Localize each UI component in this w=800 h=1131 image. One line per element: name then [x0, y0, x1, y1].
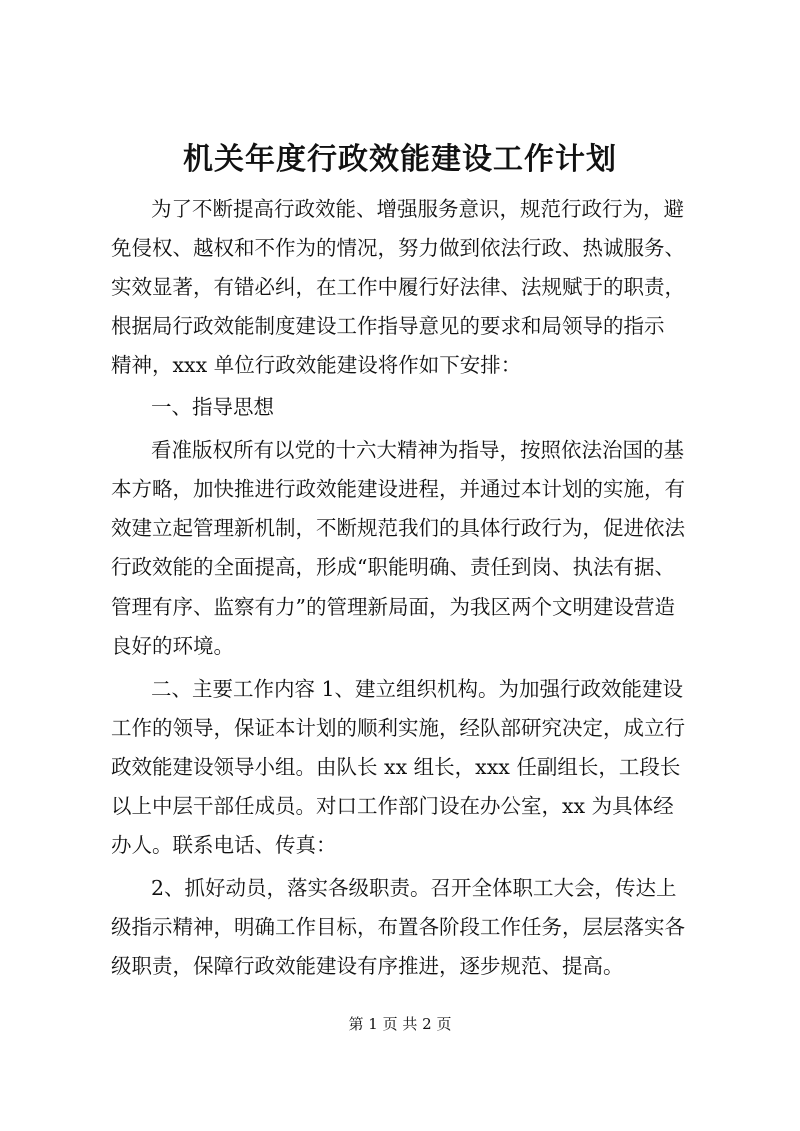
body-line: 级指示精神，明确工作目标，布置各阶段工作任务，层层落实各	[111, 915, 685, 939]
body-line: 级职责，保障行政效能建设有序推进，逐步规范、提高。	[111, 954, 624, 978]
body-line: 行政效能的全面提高，形成“职能明确、责任到岗、执法有据、	[111, 555, 675, 579]
body-line: 工作的领导，保证本计划的顺利实施，经队部研究决定，成立行	[111, 716, 685, 740]
body-line: 政效能建设领导小组。由队长 xx 组长，xxx 任副组长，工段长	[111, 755, 681, 779]
body-line: 办人。联系电话、传真：	[111, 833, 337, 857]
body-line: 二、主要工作内容 1、建立组织机构。为加强行政效能建设	[151, 677, 684, 701]
body-line: 为了不断提高行政效能、增强服务意识，规范行政行为，避	[151, 197, 684, 221]
body-line: 良好的环境。	[111, 634, 234, 658]
body-line: 看准版权所有以党的十六大精神为指导，按照依法治国的基	[151, 438, 684, 462]
body-line: 本方略，加快推进行政效能建设进程，并通过本计划的实施，有	[111, 477, 685, 501]
body-line: 效建立起管理新机制，不断规范我们的具体行政行为，促进依法	[111, 516, 685, 540]
section-heading: 一、指导思想	[151, 395, 274, 419]
body-line: 实效显著，有错必纠，在工作中履行好法律、法规赋于的职责，	[111, 275, 685, 299]
body-line: 精神，xxx 单位行政效能建设将作如下安排：	[111, 353, 522, 377]
body-line: 根据局行政效能制度建设工作指导意见的要求和局领导的指示	[111, 314, 665, 338]
body-line: 2、抓好动员，落实各级职责。召开全体职工大会，传达上	[151, 876, 677, 900]
page-footer: 第 1 页 共 2 页	[348, 1015, 452, 1033]
body-line: 免侵权、越权和不作为的情况，努力做到依法行政、热诚服务、	[111, 236, 685, 260]
body-line: 管理有序、监察有力”的管理新局面，为我区两个文明建设营造	[111, 595, 675, 619]
page-title: 机关年度行政效能建设工作计划	[183, 142, 617, 177]
body-line: 以上中层干部任成员。对口工作部门设在办公室，xx 为具体经	[111, 794, 674, 818]
